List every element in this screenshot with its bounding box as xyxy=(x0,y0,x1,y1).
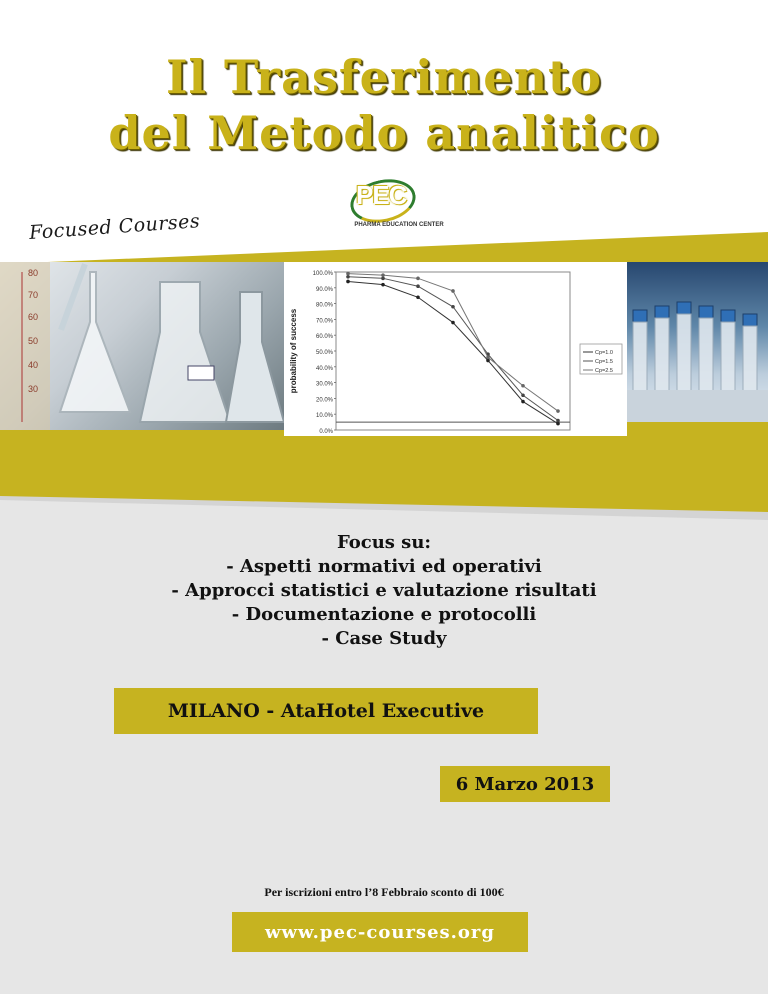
data-point xyxy=(486,356,490,360)
pec-logo xyxy=(342,176,452,236)
y-tick-label: 100.0% xyxy=(312,271,333,277)
legend-label: Cp=2.5 xyxy=(595,368,613,374)
data-point xyxy=(346,275,350,279)
svg-text:30: 30 xyxy=(28,384,39,394)
plot-area xyxy=(336,272,570,430)
probability-chart xyxy=(284,262,627,436)
focus-item-3: - Documentazione e protocolli xyxy=(231,604,537,625)
y-tick-label: 50.0% xyxy=(315,350,333,356)
data-point xyxy=(346,280,350,284)
data-point xyxy=(416,295,420,299)
title-line-2: del Metodo analitico xyxy=(108,106,660,160)
chart-svg xyxy=(284,262,627,436)
data-point xyxy=(346,272,350,276)
venue-text: MILANO - AtaHotel Executive xyxy=(167,700,485,722)
y-tick-label: 10.0% xyxy=(315,413,333,420)
legend-label: Cp=1.0 xyxy=(595,350,613,356)
svg-text:80: 80 xyxy=(28,268,39,278)
data-point xyxy=(451,305,455,309)
tagline: Focused Courses xyxy=(28,210,201,244)
y-tick-label: 80.0% xyxy=(315,302,333,309)
y-tick-label: 90.0% xyxy=(315,286,333,293)
focus-item-4: - Case Study xyxy=(321,628,447,649)
svg-text:70: 70 xyxy=(28,290,39,300)
venue-banner xyxy=(114,688,538,734)
data-point xyxy=(416,277,420,281)
logo-subtitle: PHARMA EDUCATION CENTER xyxy=(354,222,444,228)
data-point xyxy=(556,422,560,426)
data-point xyxy=(556,419,560,423)
focus-heading: Focus su: xyxy=(336,532,432,553)
svg-text:60: 60 xyxy=(28,312,39,322)
data-point xyxy=(381,283,385,287)
data-point xyxy=(521,400,525,404)
focus-item-2: - Approcci statistici e valutazione risultati xyxy=(171,580,597,601)
logo-mark: PEC xyxy=(356,180,407,210)
svg-text:50: 50 xyxy=(28,336,39,346)
y-tick-label: 40.0% xyxy=(315,365,333,372)
focus-item-1: - Aspetti normativi ed operativi xyxy=(226,556,542,577)
y-tick-label: 60.0% xyxy=(315,334,333,341)
promo-text: Per iscrizioni entro l’8 Febbraio sconto di 100€ xyxy=(264,885,504,899)
website-link[interactable]: www.pec-courses.org xyxy=(264,921,495,943)
glassware-drawing xyxy=(0,262,284,430)
legend-label: Cp=1.5 xyxy=(595,359,613,365)
y-tick-label: 30.0% xyxy=(315,381,333,388)
vials-drawing xyxy=(627,262,768,422)
data-point xyxy=(521,393,525,397)
y-tick-label: 0.0% xyxy=(319,429,333,435)
data-point xyxy=(381,277,385,281)
title-line-1: Il Trasferimento xyxy=(166,50,602,104)
svg-text:40: 40 xyxy=(28,360,39,370)
y-axis-label: probability of success xyxy=(289,308,298,394)
date-text: 6 Marzo 2013 xyxy=(455,773,595,795)
vials-photo xyxy=(627,262,768,422)
y-tick-label: 20.0% xyxy=(315,397,333,404)
website-banner[interactable] xyxy=(232,912,528,952)
date-banner xyxy=(440,766,610,802)
data-point xyxy=(521,384,525,388)
y-tick-label: 70.0% xyxy=(315,318,333,325)
data-point xyxy=(486,359,490,363)
data-point xyxy=(556,409,560,413)
data-point xyxy=(451,321,455,325)
data-point xyxy=(416,284,420,288)
data-point xyxy=(451,289,455,293)
data-point xyxy=(381,273,385,277)
lab-glassware-photo xyxy=(0,262,284,430)
